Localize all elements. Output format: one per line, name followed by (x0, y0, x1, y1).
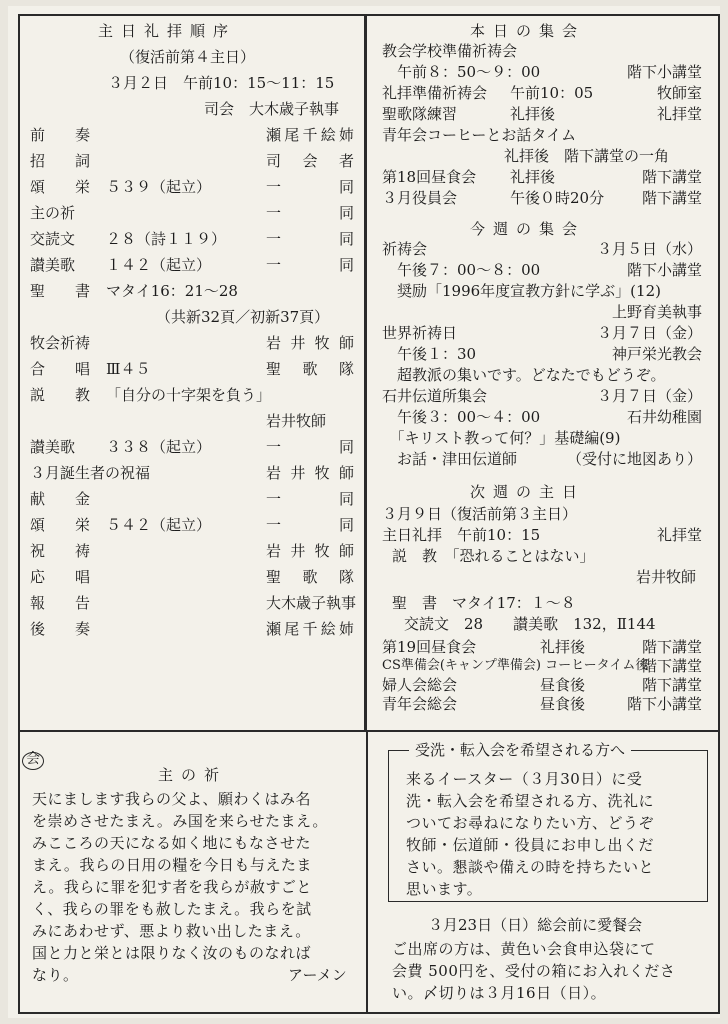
order-item-person: 岩井牧師 (266, 464, 354, 482)
notice-line: 牧師・伝道師・役員にお申し出くだ (406, 836, 655, 854)
next-readings: 交読文 28 讃美歌 132，Ⅱ144 (404, 615, 656, 633)
next-time: 礼拝後 (540, 638, 586, 656)
today-time: 礼拝後 階下講堂の一角 (504, 147, 670, 165)
next-sermon: 説 教 「恐れることはない」 (392, 547, 595, 565)
order-item-value: ５３９（起立） (106, 178, 212, 196)
week-place: （受付に地図あり） (566, 450, 702, 468)
order-item-label: 聖 書 (30, 282, 91, 300)
order-item-value: ３３８（起立） (106, 438, 212, 456)
order-item-label: 献 金 (30, 490, 91, 508)
week-line: 超教派の集いです。どなたでもどうぞ。 (382, 366, 666, 384)
next-line: CS準備会(キャンプ準備会) コーヒータイム後 (382, 658, 649, 673)
week-title: 今週の集会 (470, 220, 586, 238)
next-line: 婦人会総会 (382, 676, 458, 694)
order-item-person: 岩井牧師 (266, 542, 354, 560)
notice-line: さい。懇談や備えの時を持ちたいと (406, 858, 655, 876)
lovefeast-line: ご出席の方は、黄色い会食申込袋にて (392, 940, 656, 958)
order-item-label: 頌 栄 (30, 516, 91, 534)
order-item-label: 讃美歌 (30, 438, 76, 456)
week-place: 石井幼稚園 (626, 408, 702, 426)
sermon-person: 岩井牧師 (266, 412, 327, 430)
next-line: 青年会総会 (382, 695, 458, 713)
lovefeast-line: い。〆切りは３月16日（日）。 (392, 984, 607, 1002)
ring-label: 会 (26, 751, 40, 767)
week-place: ３月５日（水） (596, 240, 702, 258)
order-item-label: 交読文 (30, 230, 76, 248)
order-item-value: ５４２（起立） (106, 516, 212, 534)
column-divider (366, 732, 368, 1014)
order-item-person: 司 会 者 (266, 152, 354, 170)
today-line: 聖歌隊練習 (382, 105, 458, 123)
week-line: 午後１：30 (382, 345, 477, 363)
order-item-label: 後 奏 (30, 620, 91, 638)
order-item-value: 「自分の十字架を負う」 (106, 386, 272, 404)
order-item-label: 報 告 (30, 594, 91, 612)
order-item-person: 一 同 (266, 178, 354, 196)
today-line: 青年会コーヒーとお話タイム (382, 126, 577, 144)
prayer-line: 国と力と栄とは限りなく汝のものなれば (32, 944, 312, 962)
order-item-person: 岩井牧師 (266, 334, 354, 352)
next-date: ３月９日（復活前第３主日） (382, 505, 578, 523)
prayer-line: なり。 (32, 966, 79, 984)
order-item-label: 応 唱 (30, 568, 91, 586)
order-datetime: ３月２日 午前10：15〜11：15 (108, 74, 335, 92)
week-line: 午後３：00〜４：00 (382, 408, 541, 426)
order-title: 主日礼拝順序 (98, 22, 237, 40)
week-line: 祈祷会 (382, 240, 428, 258)
today-place: 階下講堂 (641, 168, 702, 186)
next-scripture: 聖 書 マタイ17：１〜８ (392, 594, 576, 612)
order-item-value: Ⅲ４５ (106, 360, 151, 378)
order-item-person: 聖 歌 隊 (266, 568, 354, 586)
order-item-label: 牧会祈祷 (30, 334, 91, 352)
week-line: 奨励「1996年度宣教方針に学ぶ」(12) (382, 282, 661, 300)
next-place: 階下小講堂 (626, 695, 702, 713)
week-place: ３月７日（金） (596, 324, 702, 342)
week-line: 午後７：00〜８：00 (382, 261, 541, 279)
order-item-person: 一 同 (266, 516, 354, 534)
prayer-line: え。我らに罪を犯す者を我らが赦すごと (32, 878, 312, 896)
today-line: 第18回昼食会 (382, 168, 477, 186)
week-place: 階下小講堂 (626, 261, 702, 279)
notice-line: ついてお尋ねになりたい方、どうぞ (406, 814, 655, 832)
notice-line: 来るイースター（３月30日）に受 (406, 770, 643, 788)
today-place: 階下講堂 (641, 189, 702, 207)
order-item-person: 一 同 (266, 256, 354, 274)
bulletin-page (8, 6, 720, 1018)
prayer-line: く、我らの罪をも赦したまえ。我らを試 (32, 900, 312, 918)
order-item-label: 主の祈 (30, 204, 76, 222)
order-item-label: ３月誕生者の祝福 (30, 464, 151, 482)
week-line: お話・津田伝道師 (382, 450, 518, 468)
order-item-value: １４２（起立） (106, 256, 212, 274)
next-time: 昼食後 (540, 676, 586, 694)
order-item-label: 頌 栄 (30, 178, 91, 196)
today-line: 教会学校準備祈祷会 (382, 42, 518, 60)
today-place: 礼拝堂 (656, 105, 702, 123)
today-time: 午前10：05 (510, 84, 594, 102)
notice-title: 受洗・転入会を希望される方へ (409, 739, 631, 761)
order-presider: 司会 大木歳子執事 (204, 100, 340, 118)
prayer-line: を崇めさせたまえ。み国を来らせたまえ。 (32, 812, 328, 830)
week-line: 世界祈祷日 (382, 324, 458, 342)
order-item-label: 祝 祷 (30, 542, 91, 560)
week-place: 神戸栄光教会 (611, 345, 702, 363)
prayer-line: まえ。我らの日用の糧を今日も与えたま (32, 856, 312, 874)
today-time: 礼拝後 (510, 105, 556, 123)
prayer-title: 主の祈 (158, 766, 228, 784)
order-item-person: 一 同 (266, 230, 354, 248)
next-time: 昼食後 (540, 695, 586, 713)
next-worship-place: 礼拝堂 (656, 526, 702, 544)
next-line: 第19回昼食会 (382, 638, 477, 656)
week-place: 上野育美執事 (611, 303, 702, 321)
today-time: 午後０時20分 (510, 189, 605, 207)
today-place: 階下小講堂 (626, 63, 702, 81)
notice-line: 思います。 (406, 880, 483, 898)
order-item-person: 瀬尾千絵姉 (266, 126, 354, 144)
next-place: 階下講堂 (641, 676, 702, 694)
today-time: 礼拝後 (510, 168, 556, 186)
order-item-person: 瀬尾千絵姉 (266, 620, 354, 638)
week-place: ３月７日（金） (596, 387, 702, 405)
order-item-label: 説 教 (30, 386, 91, 404)
scripture-pages: （共新32頁／初新37頁） (156, 308, 330, 326)
order-item-person: 一 同 (266, 490, 354, 508)
order-item-label: 前 奏 (30, 126, 91, 144)
order-item-value: ２８（詩１１９） (106, 230, 227, 248)
week-line: 石井伝道所集会 (382, 387, 488, 405)
lovefeast-line: 会費 500円を、受付の箱にお入れくださ (392, 962, 676, 980)
today-line: ３月役員会 (382, 189, 458, 207)
next-place: 階下講堂 (641, 638, 702, 656)
next-place: 階下講堂 (641, 657, 702, 675)
order-item-value: マタイ16：21〜28 (106, 282, 238, 300)
order-item-person: 聖 歌 隊 (266, 360, 354, 378)
prayer-line: 天にまします我らの父よ、願わくはみ名 (32, 790, 312, 808)
notice-line: 洗・転入会を希望される方、洗礼に (406, 792, 655, 810)
order-item-person: 一 同 (266, 204, 354, 222)
today-title: 本日の集会 (470, 22, 586, 40)
order-item-person: 一 同 (266, 438, 354, 456)
week-line: 「キリスト教って何？」基礎編(9) (382, 429, 621, 447)
order-item-label: 招 詞 (30, 152, 91, 170)
prayer-line: みにあわせず、悪より救い出したまえ。 (32, 922, 311, 940)
order-subtitle: （復活前第４主日） (120, 48, 256, 66)
next-worship: 主日礼拝 午前10：15 (382, 526, 541, 544)
order-item-label: 合 唱 (30, 360, 91, 378)
order-item-person: 大木歳子執事 (266, 594, 357, 612)
today-place: 牧師室 (656, 84, 702, 102)
today-line: 午前８：50〜９：00 (382, 63, 541, 81)
next-title: 次週の主日 (470, 483, 586, 501)
order-item-label: 讃美歌 (30, 256, 76, 274)
next-sermon-person: 岩井牧師 (635, 568, 696, 586)
lovefeast-title: ３月23日（日）総会前に愛餐会 (428, 916, 643, 934)
prayer-line: みこころの天になる如く地にもなさせた (32, 834, 312, 852)
prayer-amen: アーメン (288, 966, 347, 984)
today-line: 礼拝準備祈祷会 (382, 84, 488, 102)
